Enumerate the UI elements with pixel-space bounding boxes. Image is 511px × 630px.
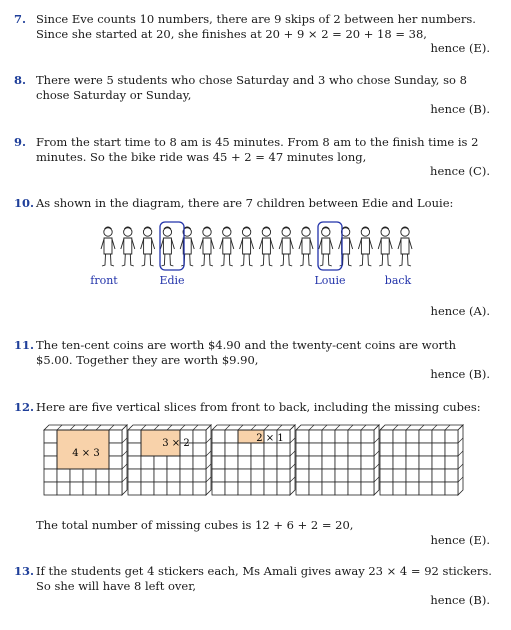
solution-8 (14, 73, 492, 116)
child-figure (220, 227, 234, 266)
solution-text-2: The total number of missing cubes is 12 + 6 + 2 = 20, (36, 518, 354, 532)
label-2x1: 2 × 1 (256, 433, 284, 444)
item-number: 11. (14, 338, 35, 352)
solution-text: As shown in the diagram, there are 7 children between Edie and Louie: (36, 196, 454, 210)
label-louie: Louie (314, 274, 346, 287)
item-number: 12. (14, 400, 35, 414)
child-figure (358, 227, 372, 266)
child-figure (141, 227, 155, 266)
solution-text: Here are five vertical slices from front to back, including the missing cubes: (36, 400, 481, 414)
solution-11 (14, 338, 492, 381)
item-number: 10. (14, 196, 35, 210)
answer: hence (B). (430, 367, 490, 381)
cube-slices-diagram (0, 418, 511, 504)
item-number: 9. (14, 135, 27, 149)
solution-text: There were 5 students who chose Saturday and 3 who chose Sunday, so 8 chose Saturday or Sunday, (36, 73, 467, 102)
item-number: 13. (14, 564, 35, 578)
child-figure (259, 227, 273, 266)
child-figure (240, 227, 254, 266)
answer: hence (E). (430, 41, 490, 55)
child-figure (299, 227, 313, 266)
children-line-diagram (0, 218, 511, 290)
answer: hence (B). (430, 102, 490, 116)
solution-9 (14, 135, 492, 178)
cube-slice (128, 425, 211, 495)
solution-7 (14, 12, 492, 55)
cube-slice (380, 425, 463, 495)
solution-text: From the start time to 8 am is 45 minutes. From 8 am to the finish time is 2 minutes. So the bike ride was 45 + 2 = 47 minutes long, (36, 135, 479, 164)
solution-text: If the students get 4 stickers each, Ms Amali gives away 23 × 4 = 92 stickers. So she will have 8 left over, (36, 564, 492, 593)
child-figure (101, 227, 115, 266)
solution-13 (14, 564, 492, 607)
cube-slice (296, 425, 379, 495)
solution-text: The ten-cent coins are worth $4.90 and the twenty-cent coins are worth $5.00. Together they are worth $9.90, (36, 338, 457, 367)
child-figure (160, 227, 174, 266)
child-figure (200, 227, 214, 266)
label-back: back (384, 274, 412, 287)
answer: hence (A). (430, 304, 490, 318)
child-figure (279, 227, 293, 266)
label-4x3: 4 × 3 (72, 448, 100, 459)
child-figure (121, 227, 135, 266)
child-figure (398, 227, 412, 266)
label-edie: Edie (159, 274, 185, 287)
answer: hence (E). (430, 533, 490, 547)
answer: hence (B). (430, 593, 490, 607)
solution-text: Since Eve counts 10 numbers, there are 9 skips of 2 between her numbers. Since she started at 20, she finishes at 20 + 9 × 2 = 20 + 18 = 38, (36, 12, 476, 41)
child-figure (319, 227, 333, 266)
label-front: front (90, 274, 118, 287)
child-figure (339, 227, 353, 266)
item-number: 7. (14, 12, 27, 26)
child-figure (378, 227, 392, 266)
cube-slice (44, 425, 127, 495)
label-3x2: 3 × 2 (162, 438, 190, 449)
item-number: 8. (14, 73, 27, 87)
answer: hence (C). (430, 164, 490, 178)
child-figure (180, 227, 194, 266)
